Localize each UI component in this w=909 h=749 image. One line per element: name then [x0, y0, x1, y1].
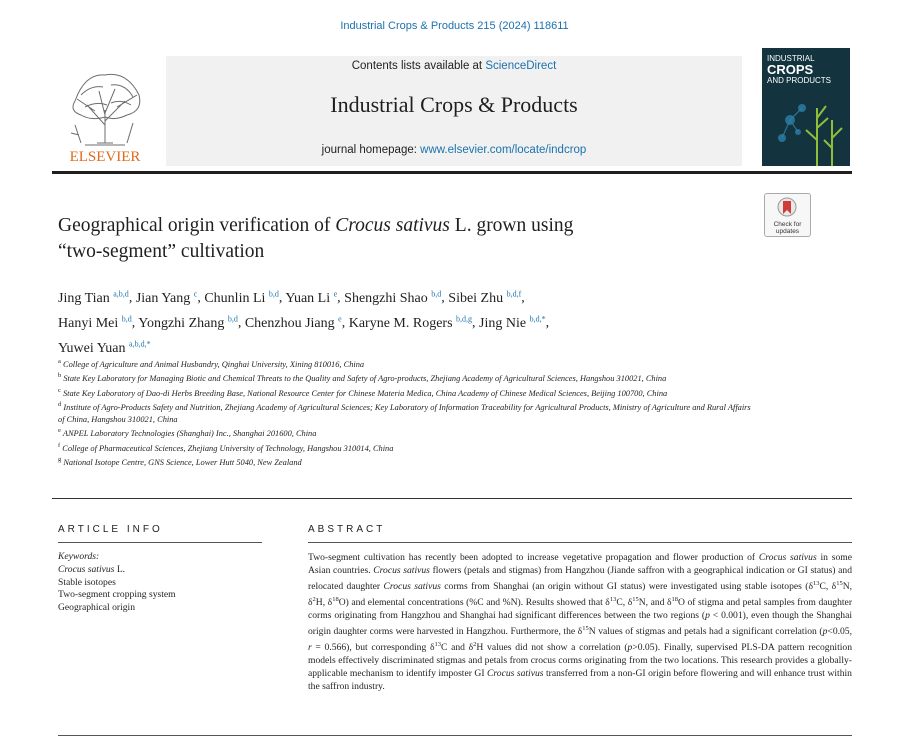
author[interactable]: Yuwei Yuan $^{a,b,d,*}$ — [58, 339, 151, 356]
author[interactable]: Karyne M. Rogers $^{b,d,g}$ — [348, 314, 473, 331]
abstract-rule — [308, 542, 852, 543]
check-for-updates-button[interactable]: Check for updates — [764, 193, 811, 237]
article-title: Geographical origin verification of Crocus sativus L. grown using “two-segment” cultivation — [58, 215, 574, 262]
homepage-link[interactable]: www.elsevier.com/locate/indcrop — [420, 144, 587, 156]
section-rule — [52, 498, 852, 499]
affiliation-list — [58, 356, 758, 468]
journal-title: Industrial Crops & Products — [330, 92, 578, 117]
keywords-label: Keywords: — [58, 551, 100, 562]
contents-line: Contents lists available at ScienceDirect — [351, 60, 557, 72]
homepage-line: journal homepage: www.elsevier.com/locate/indcrop — [321, 144, 587, 156]
author[interactable]: Chenzhou Jiang $^e$ — [244, 314, 342, 331]
elsevier-logo — [55, 55, 155, 167]
article-info-rule — [58, 542, 262, 543]
author[interactable]: Hanyi Mei $^{b,d}$ — [58, 314, 132, 331]
affiliation: $^d$ Institute of Agro-Products Safety and Nutrition, Zhejiang Academy of Agricultural Sciences; Key Laboratory of Information Traceability for Agricultural Products, Ministry of Agriculture and Rural Affairs of China, Hangshou 310021, China — [58, 401, 751, 424]
bookmark-icon — [777, 197, 797, 221]
author-list: Jing Tian $^{a,b,d}$, Jian Yang $^c$, Chunlin Li $^{b,d}$, Yuan Li $^e$, Shengzhi Shao $^{b,d}$, Sibei Zhu $^{b,d,f}$, Hanyi Mei $^{b,d}$, Yongzhi Zhang $^{b,d}$, Chenzhou Jiang $^e$, Karyne M. Rogers $^{b,d,g}$, Jing Nie $^{b,d,*}$, Yuwei Yuan $^{a,b,d,*}$ — [58, 289, 550, 356]
author[interactable]: Jing Tian $^{a,b,d}$ — [58, 289, 129, 306]
article-info-heading: ARTICLE INFO — [58, 524, 163, 535]
author[interactable]: Yuan Li $^e$ — [285, 289, 338, 306]
author[interactable]: Shengzhi Shao $^{b,d}$ — [344, 289, 442, 306]
header-rule — [52, 171, 852, 174]
author[interactable]: Yongzhi Zhang $^{b,d}$ — [138, 314, 238, 331]
author[interactable]: Chunlin Li $^{b,d}$ — [204, 289, 279, 306]
journal-cover[interactable]: INDUSTRIAL CROPS AND PRODUCTS — [762, 48, 850, 166]
affiliation: $^e$ ANPEL Laboratory Technologies (Shanghai) Inc., Shanghai 201600, China — [58, 427, 317, 438]
keyword[interactable]: Two-segment cropping system — [58, 589, 176, 601]
footer-rule — [58, 735, 852, 736]
affiliation: $^g$ National Isotope Centre, GNS Science, Lower Hutt 5040, New Zealand — [58, 455, 302, 467]
journal-citation[interactable]: Industrial Crops & Products 215 (2024) 118611 — [340, 20, 569, 32]
svg-text:ELSEVIER: ELSEVIER — [69, 149, 141, 165]
keyword[interactable]: Crocus sativus L. — [58, 563, 126, 575]
keyword[interactable]: Stable isotopes — [58, 576, 116, 588]
author[interactable]: Sibei Zhu $^{b,d,f}$ — [448, 289, 522, 306]
affiliation: $^c$ State Key Laboratory of Dao-di Herbs Breeding Base, National Resource Center for Chinese Materia Medica, China Academy of Chinese Medical Sciences, Beijing 100700, China — [58, 386, 668, 398]
author[interactable]: Jian Yang $^c$ — [135, 289, 198, 306]
sciencedirect-link[interactable]: ScienceDirect — [485, 60, 557, 72]
affiliation: $^b$ State Key Laboratory for Managing Biotic and Chemical Threats to the Quality and Safety of Agro-products, Zhejiang Academy of Agricultural Sciences, Hangshou 310021, China — [58, 372, 667, 384]
affiliation: $^a$ College of Agriculture and Animal Husbandry, Qinghai University, Xining 810016, China — [58, 358, 365, 369]
affiliation: $^f$ College of Pharmaceutical Sciences, Zhejiang University of Technology, Hangshou 310014, China — [58, 441, 394, 453]
keyword[interactable]: Geographical origin — [58, 602, 135, 614]
abstract-text: Two-segment cultivation has recently been adopted to increase vegetative propagation and flower production of Crocus sativus in some Asian countries. Crocus sativus flowers (petals and stigmas) from Hangzhou (Jiande saffron with a geographical indication or GI status) and relocated daughter Crocus sativus corms from Shanghai (an origin without GI status) were investigated using stable isotopes ($\delta^{13}C$, $\delta^{15}N$, $\delta^2H$, $\delta^{18}O$) and elemental concentrations (%C and %N). Results showed that $\delta^{13}C$, $\delta^{15}N$, and $\delta^{18}O$ of stigma and petal samples from daughter corms originating from Hangzhou and Shanghai had significant differences between the two regions (p < 0.001), even though the Shanghai origin daughter corms were harvested in Hangzhou. Furthermore, the $\delta^{15}N$ values of stigmas and petals had a significant correlation (p<0.05, r = 0.566), but corresponding $\delta^{13}C$ and $\delta^2H$ values did not show a correlation (p>0.05). Finally, supervised PLS-DA pattern recognition models effectively discriminated stigmas and petals from crocus corms originating from the two locations. This research provides a globally-applicable mechanism to identify imposter GI Crocus sativus transferred from a non-GI origin before flowering and will enhance trust within the saffron industry. — [308, 552, 853, 692]
author[interactable]: Jing Nie $^{b,d,*}$ — [479, 314, 546, 331]
keywords-list — [58, 551, 268, 615]
journal-banner — [166, 56, 742, 166]
abstract-heading: ABSTRACT — [308, 524, 386, 535]
